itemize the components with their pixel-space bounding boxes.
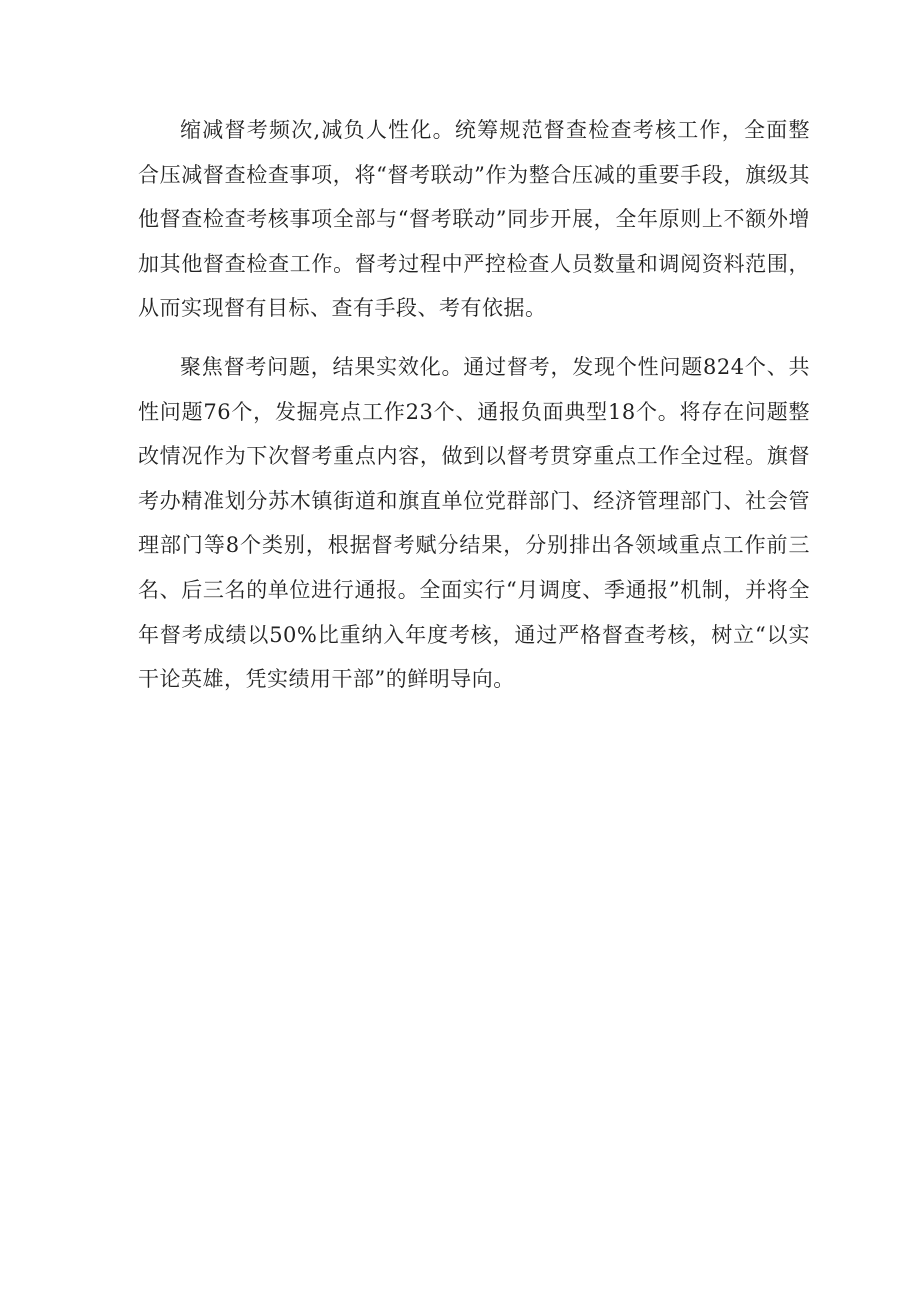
paragraph-reduce-inspection-frequency: 缩减督考频次,减负人性化。统筹规范督查检查考核工作，全面整合压减督查检查事项，将“督考联动”作为整合压减的重要手段，旗级其他督查检查考核事项全部与“督考联动”同步开展，全年原则上不额外增加其他督查检查工作。督考过程中严控检查人员数量和调阅资料范围，从而实现督有目标、查有手段、考有依据。 — [138, 118, 810, 321]
paragraph-focus-inspection-issues: 聚焦督考问题，结果实效化。通过督考，发现个性问题824个、共性问题76个，发掘亮点工作23个、通报负面典型18个。将存在问题整改情况作为下次督考重点内容，做到以督考贯穿重点工作全过程。旗督考办精准划分苏木镇街道和旗直单位党群部门、经济管理部门、社会管理部门等8个类别，根据督考赋分结果，分别排出各领域重点工作前三名、后三名的单位进行通报。全面实行“月调度、季通报”机制，并将全年督考成绩以50%比重纳入年度考核，通过严格督查考核，树立“以实干论英雄，凭实绩用干部”的鲜明导向。 — [138, 354, 810, 692]
document-body — [138, 108, 810, 716]
